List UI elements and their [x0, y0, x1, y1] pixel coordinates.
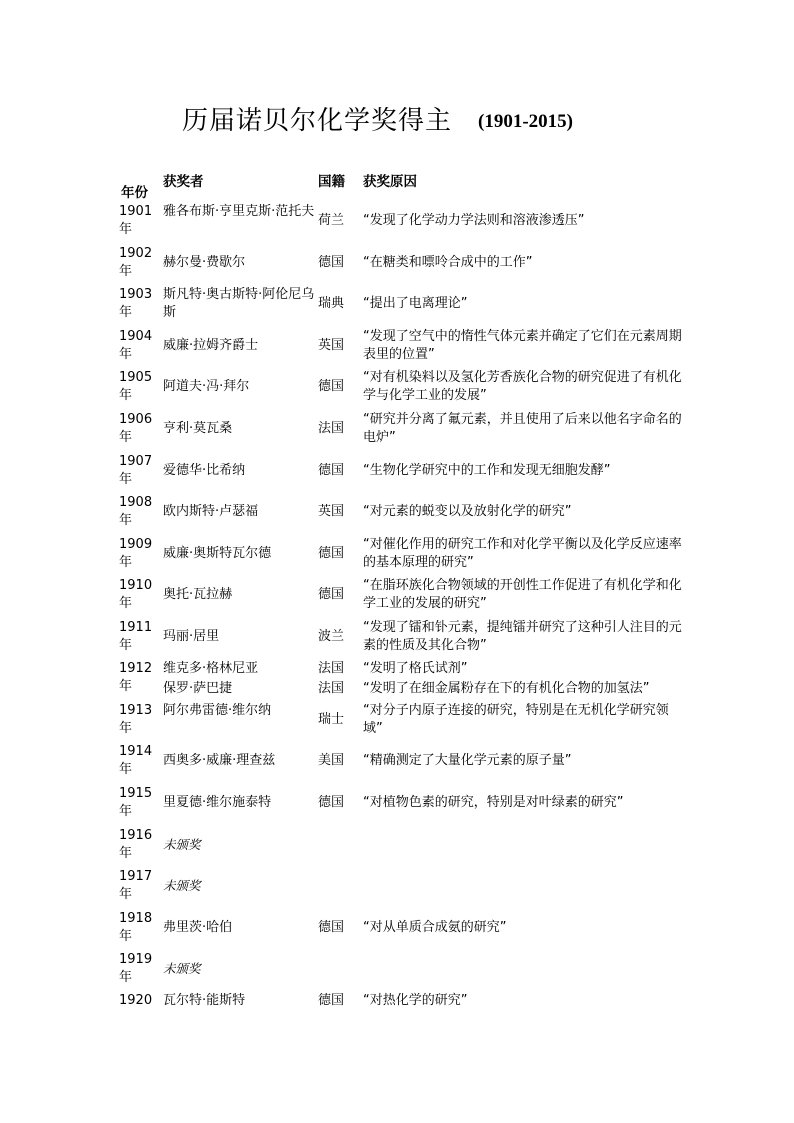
year-cell: 1919 年: [119, 952, 153, 985]
nationality-cell: 德国: [318, 993, 345, 1008]
nationality-cell: 德国: [318, 587, 345, 602]
winner-cell: 未颁奖: [163, 878, 201, 893]
nationality-cell: 美国: [318, 753, 345, 768]
winner-cell: 阿道夫·冯·拜尔: [163, 379, 250, 394]
nationality-cell: 德国: [318, 463, 345, 478]
reason-cell: “发现了化学动力学法则和溶液渗透压”: [363, 213, 585, 228]
year-cell: 1908 年: [119, 495, 153, 528]
reason-cell: “发现了空气中的惰性气体元素并确定了它们在元素周期表里的位置”: [363, 329, 682, 362]
reason-cell: “对催化作用的研究工作和对化学平衡以及化学反应速率的基本原理的研究”: [363, 537, 682, 570]
winner-cell: 赫尔曼·费歇尔: [163, 255, 246, 270]
winner-cell: 维克多·格林尼亚: [163, 661, 259, 676]
nationality-cell: 德国: [318, 546, 345, 561]
reason-cell-2: “发明了在细金属粉存在下的有机化合物的加氢法”: [363, 681, 650, 696]
winner-cell: 威廉·拉姆齐爵士: [163, 338, 259, 353]
nationality-cell: 英国: [318, 338, 345, 353]
winner-cell: 雅各布斯·亨里克斯·范托夫: [163, 204, 315, 219]
reason-cell: “精确测定了大量化学元素的原子量”: [363, 753, 572, 768]
winner-cell: 欧内斯特·卢瑟福: [163, 504, 259, 519]
year-cell: 1911 年: [119, 620, 153, 653]
year-cell: 1917 年: [119, 869, 153, 902]
year-cell: 1918 年: [119, 911, 153, 944]
nationality-cell: 英国: [318, 504, 345, 519]
reason-cell: “研究并分离了氟元素，并且使用了后来以他名字命名的电炉”: [363, 412, 682, 445]
year-cell: 1912 年: [119, 661, 153, 694]
year-cell: 1915 年: [119, 786, 153, 819]
reason-cell: “生物化学研究中的工作和发现无细胞发酵”: [363, 463, 611, 478]
reason-cell: “发现了镭和钋元素，提纯镭并研究了这种引人注目的元素的性质及其化合物”: [363, 620, 682, 653]
reason-cell: “对分子内原子连接的研究，特别是在无机化学研究领域”: [363, 703, 669, 736]
nationality-cell: 法国: [318, 661, 345, 676]
year-cell: 1920: [119, 993, 153, 1008]
nationality-cell: 德国: [318, 379, 345, 394]
winner-cell: 里夏德·维尔施泰特: [163, 795, 272, 810]
winner-cell: 阿尔弗雷德·维尔纳: [163, 703, 272, 718]
nationality-cell: 德国: [318, 920, 345, 935]
reason-cell: “对从单质合成氨的研究”: [363, 920, 507, 935]
header-nationality: 国籍: [318, 174, 345, 190]
winner-cell: 未颁奖: [163, 961, 201, 976]
title-range: (1901-2015): [478, 111, 573, 132]
winner-cell: 未颁奖: [163, 837, 201, 852]
year-cell: 1914 年: [119, 744, 153, 777]
year-cell: 1905 年: [119, 370, 153, 403]
nationality-cell: 瑞典: [318, 296, 345, 311]
nationality-cell: 瑞士: [318, 712, 345, 727]
reason-cell: “提出了电离理论”: [363, 296, 468, 311]
winner-cell: 爱德华·比希纳: [163, 463, 246, 478]
winner-cell: 瓦尔特·能斯特: [163, 993, 246, 1008]
reason-cell: “在糖类和嘌呤合成中的工作”: [363, 255, 533, 270]
nationality-cell-2: 法国: [318, 681, 345, 696]
year-cell: 1903 年: [119, 287, 153, 320]
nationality-cell: 波兰: [318, 629, 345, 644]
year-cell: 1902 年: [119, 246, 153, 279]
winner-cell: 玛丽·居里: [163, 629, 220, 644]
title-main: 历届诺贝尔化学奖得主: [182, 106, 453, 136]
year-cell: 1904 年: [119, 329, 153, 362]
reason-cell: “对植物色素的研究，特别是对叶绿素的研究”: [363, 795, 624, 810]
nationality-cell: 德国: [318, 795, 345, 810]
winner-cell: 西奥多·威廉·理查兹: [163, 753, 276, 768]
winner-cell: 亨利·莫瓦桑: [163, 421, 233, 436]
winner-cell-2: 保罗·萨巴捷: [163, 681, 233, 696]
year-cell: 1916 年: [119, 828, 153, 861]
header-reason: 获奖原因: [363, 174, 417, 190]
year-cell: 1913 年: [119, 703, 153, 736]
nationality-cell: 德国: [318, 255, 345, 270]
header-year: 年份: [121, 185, 148, 201]
year-cell: 1901 年: [119, 204, 153, 237]
winner-cell: 威廉·奥斯特瓦尔德: [163, 546, 272, 561]
reason-cell: “对有机染料以及氢化芳香族化合物的研究促进了有机化学与化学工业的发展”: [363, 370, 682, 403]
nationality-cell: 荷兰: [318, 213, 345, 228]
reason-cell: “对元素的蜕变以及放射化学的研究”: [363, 504, 572, 519]
year-cell: 1909 年: [119, 537, 153, 570]
winner-cell: 奥托·瓦拉赫: [163, 587, 233, 602]
header-winner: 获奖者: [163, 174, 204, 190]
reason-cell: “发明了格氏试剂”: [363, 661, 468, 676]
reason-cell: “在脂环族化合物领域的开创性工作促进了有机化学和化学工业的发展的研究”: [363, 578, 682, 611]
winner-cell: 斯凡特·奥古斯特·阿伦尼乌斯: [163, 287, 315, 320]
reason-cell: “对热化学的研究”: [363, 993, 468, 1008]
nationality-cell: 法国: [318, 421, 345, 436]
document-title: [182, 100, 573, 136]
year-cell: 1910 年: [119, 578, 153, 611]
year-cell: 1906 年: [119, 412, 153, 445]
year-cell: 1907 年: [119, 454, 153, 487]
winner-cell: 弗里茨·哈伯: [163, 920, 233, 935]
